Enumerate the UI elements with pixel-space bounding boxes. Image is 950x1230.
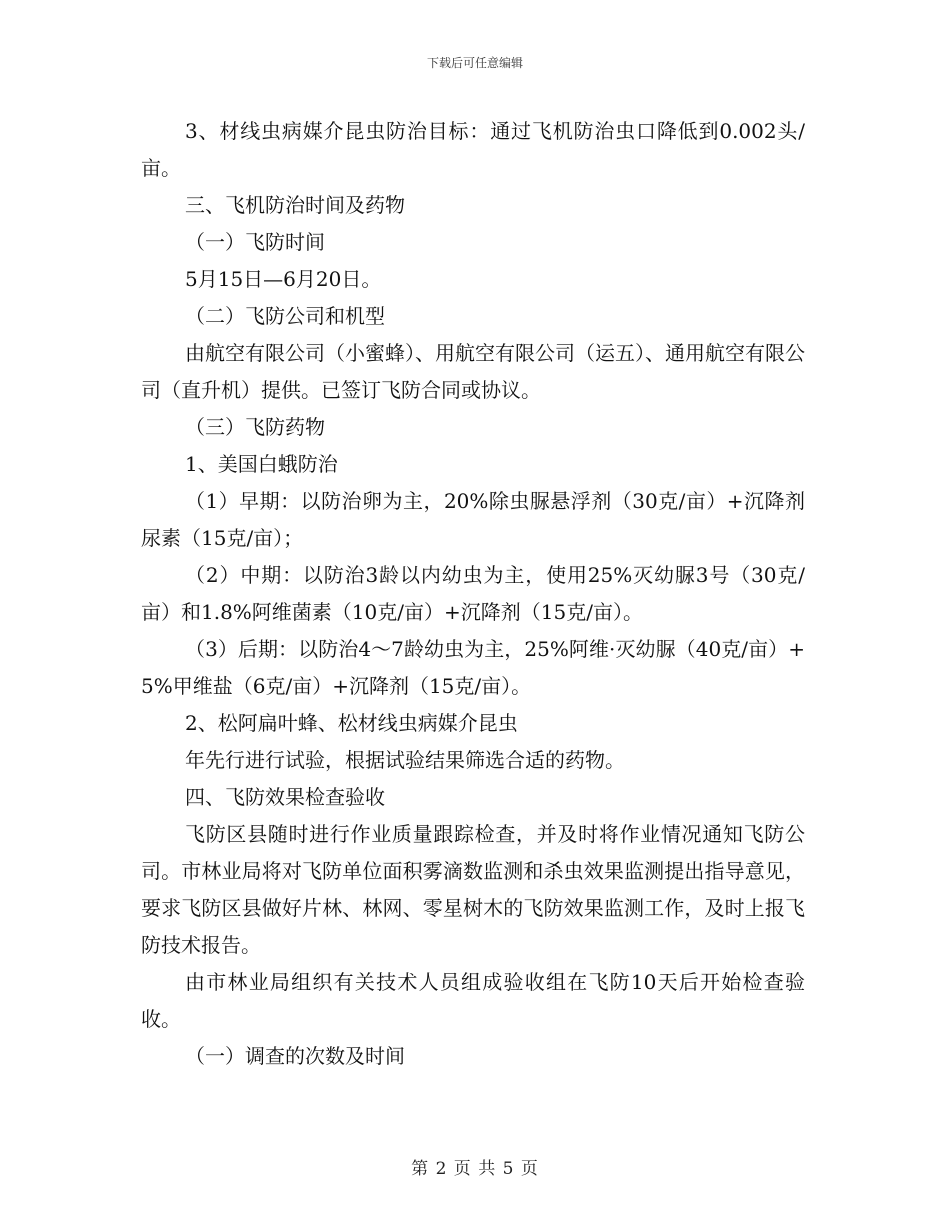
paragraph: 年先行进行试验，根据试验结果筛选合适的药物。 [185,748,625,772]
paragraph: （3）后期：以防治4～7龄幼虫为主，25%阿维·灭幼脲（40克/亩）+5%甲维盐（6克/亩）+沉降剂（15克/亩）。 [141,637,805,698]
section-heading: 三、飞机防治时间及药物 [185,193,405,217]
paragraph: 飞防区县随时进行作业质量跟踪检查，并及时将作业情况通知飞防公司。市林业局将对飞防单位面积雾滴数监测和杀虫效果监测提出指导意见，要求飞防区县做好片林、林网、零星树木的飞防效果监测工作，及时上报飞防技术报告。 [141,822,805,957]
paragraph: 3、材线虫病媒介昆虫防治目标：通过飞机防治虫口降低到0.002头/亩。 [141,119,805,180]
paragraph: （1）早期：以防治卵为主，20%除虫脲悬浮剂（30克/亩）+沉降剂尿素（15克/亩）； [141,489,805,550]
document-body [141,113,805,1075]
item-heading: 2、松阿扁叶蜂、松材线虫病媒介昆虫 [185,711,518,735]
subsection-heading: （一）飞防时间 [185,230,325,254]
paragraph: 由市林业局组织有关技术人员组成验收组在飞防10天后开始检查验收。 [141,970,805,1031]
section-heading: 四、飞防效果检查验收 [185,785,385,809]
item-heading: 1、美国白蛾防治 [185,452,338,476]
paragraph: 5月15日—6月20日。 [185,267,382,291]
subsection-heading: （一）调查的次数及时间 [185,1044,405,1068]
subsection-heading: （二）飞防公司和机型 [185,304,385,328]
page-header: 下载后可任意编辑 [426,56,523,70]
page-number: 第 2 页 共 5 页 [411,1159,539,1179]
subsection-heading: （三）飞防药物 [185,415,325,439]
paragraph: 由航空有限公司（小蜜蜂）、用航空有限公司（运五）、通用航空有限公司（直升机）提供。已签订飞防合同或协议。 [141,341,805,402]
paragraph: （2）中期：以防治3龄以内幼虫为主，使用25%灭幼脲3号（30克/亩）和1.8%阿维菌素（10克/亩）+沉降剂（15克/亩）。 [141,563,805,624]
